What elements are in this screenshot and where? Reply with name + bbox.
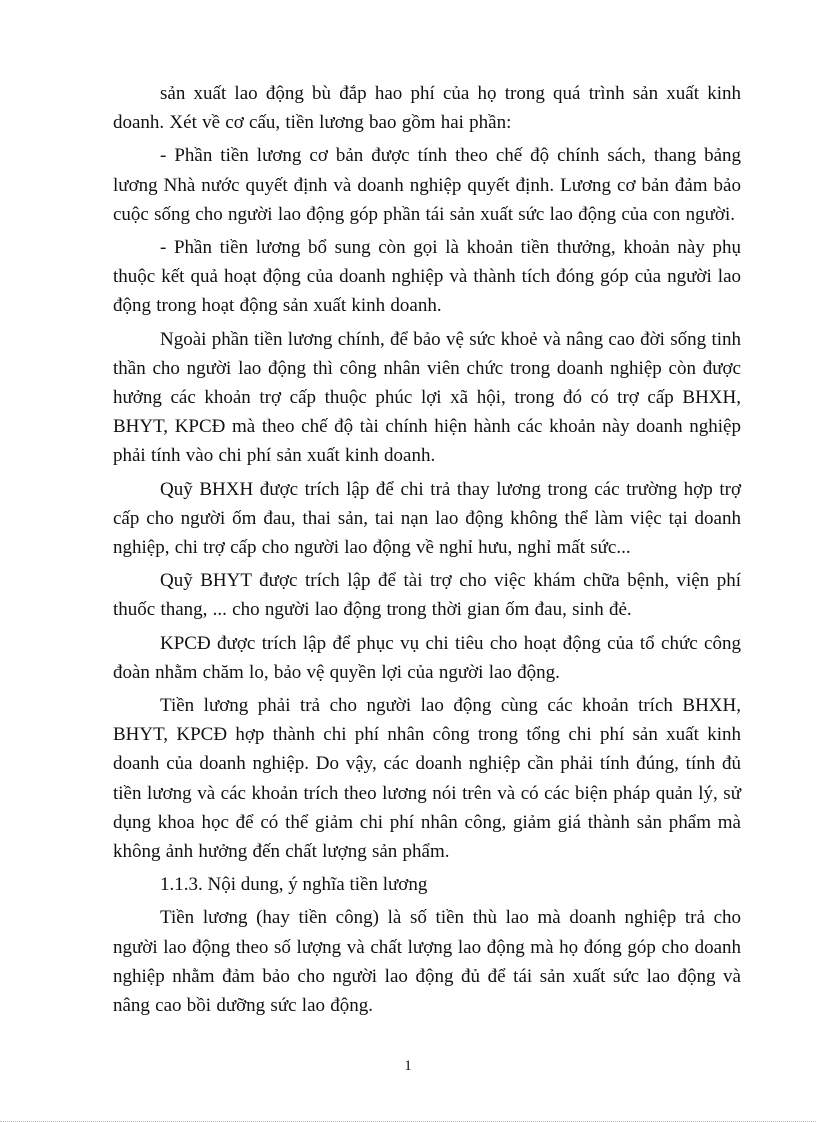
section-heading: 1.1.3. Nội dung, ý nghĩa tiền lương — [160, 874, 428, 896]
page-number: 1 — [404, 1058, 412, 1074]
document-body — [113, 79, 741, 1020]
paragraph-social-allowances: Ngoài phần tiền lương chính, để bảo vệ sức khoẻ và nâng cao đời sống tinh thần cho người lao động thì công nhân viên chức trong doanh nghiệp còn được hưởng các khoản trợ cấp thuộc phúc lợi xã hội, trong đó có trợ cấp BHXH, BHYT, KPCĐ mà theo chế độ tài chính hiện hành các khoản này doanh nghiệp phải tính vào chi phí sản xuất kinh doanh. — [113, 328, 741, 467]
paragraph-basic-wage: - Phần tiền lương cơ bản được tính theo chế độ chính sách, thang bảng lương Nhà nước quyết định và doanh nghiệp quyết định. Lương cơ bản đảm bảo cuộc sống cho người lao động góp phần tái sản xuất sức lao động của con người. — [113, 145, 741, 225]
paragraph-supplementary-wage: - Phần tiền lương bổ sung còn gọi là khoản tiền thưởng, khoản này phụ thuộc kết quả hoạt động của doanh nghiệp và thành tích đóng góp của người lao động trong hoạt động sản xuất kinh doanh. — [113, 237, 741, 317]
paragraph-continuation: sản xuất lao động bù đắp hao phí của họ trong quá trình sản xuất kinh doanh. Xét về cơ cấu, tiền lương bao gồm hai phần: — [113, 83, 741, 134]
paragraph-bhyt-fund: Quỹ BHYT được trích lập để tài trợ cho việc khám chữa bệnh, viện phí thuốc thang, ... cho người lao động trong thời gian ốm đau, sinh đẻ. — [113, 570, 741, 621]
paragraph-kpcd-fund: KPCĐ được trích lập để phục vụ chi tiêu cho hoạt động của tổ chức công đoàn nhằm chăm lo, bảo vệ quyền lợi của người lao động. — [113, 632, 741, 683]
paragraph-wage-definition: Tiền lương (hay tiền công) là số tiền thù lao mà doanh nghiệp trả cho người lao động theo số lượng và chất lượng lao động mà họ đóng góp cho doanh nghiệp nhằm đảm bảo cho người lao động đủ để tái sản xuất sức lao động và nâng cao bồi dưỡng sức lao động. — [113, 907, 741, 1017]
page-bottom-divider — [0, 1121, 816, 1122]
paragraph-bhxh-fund: Quỹ BHXH được trích lập để chi trả thay lương trong các trường hợp trợ cấp cho người ốm đau, thai sản, tai nạn lao động không thể làm việc tại doanh nghiệp, chi trợ cấp cho người lao động về nghỉ hưu, nghỉ mất sức... — [113, 478, 741, 559]
paragraph-labor-cost: Tiền lương phải trả cho người lao động cùng các khoản trích BHXH, BHYT, KPCĐ hợp thành chi phí nhân công trong tổng chi phí sản xuất kinh doanh của doanh nghiệp. Do vậy, các doanh nghiệp cần phải tính đúng, tính đủ tiền lương và các khoản trích theo lương nói trên và có các biện pháp quản lý, sử dụng khoa học để có thể giảm chi phí nhân công, giảm giá thành sản phẩm mà không ảnh hưởng đến chất lượng sản phẩm. — [113, 695, 741, 863]
